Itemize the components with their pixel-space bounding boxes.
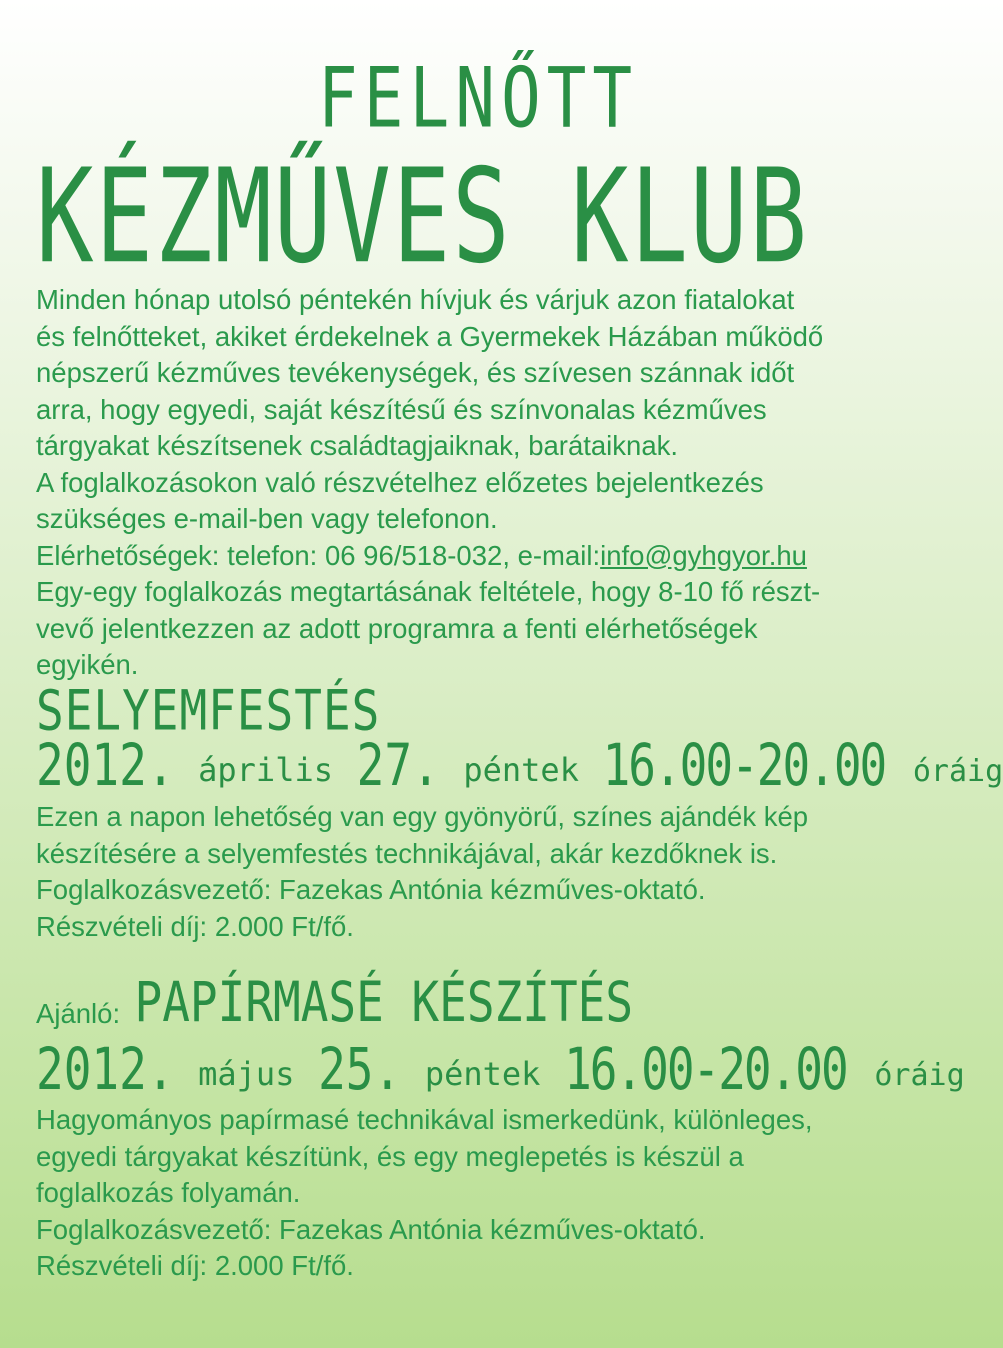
event2-desc-line: Foglalkozásvezető: Fazekas Antónia kézműves-oktató. [36,1213,706,1245]
event1-desc-line: Részvételi díj: 2.000 Ft/fő. [36,910,354,942]
contact-prefix: Elérhetőségek: telefon: 06 96/518-032, e-mail: [36,539,601,571]
title-kezmuves-klub: KÉZMŰVES KLUB [36,140,809,293]
event2-weekday: péntek [424,1055,541,1093]
event1-desc-line: Ezen a napon lehetőség van egy gyönyörű, színes ajándék kép [36,801,809,832]
event1-weekday: péntek [463,751,579,789]
event2-year: 2012. [36,1035,175,1103]
intro-line: arra, hogy egyedi, saját készítésű és színvonalas kézműves [36,393,767,425]
recommend-label: Ajánló: [36,998,121,1029]
event2-description [36,1102,956,1285]
condition-line: Egy-egy foglalkozás megtartásának feltétele, hogy 8-10 fő részt- [36,576,821,607]
event1-day: 27. [356,731,440,799]
email-link[interactable]: info@gyhgyor.hu [600,539,807,571]
event2-day: 25. [318,1035,402,1103]
event2-desc-line: Részvételi díj: 2.000 Ft/fő. [36,1250,354,1281]
event1-desc-line: készítésére a selyemfestés technikájával, akár kezdőknek is. [36,837,778,869]
event2-until: óráig [874,1058,965,1093]
event2-desc-line: egyedi tárgyakat készítünk, és egy meglepetés is készül a [36,1140,744,1172]
event1-month: április [198,751,333,789]
event1-until: óráig [912,754,1003,789]
intro-line: tárgyakat készítsenek családtagjaiknak, barátaiknak. [36,430,679,461]
intro-line: népszerű kézműves tevékenységek, és szívesen szánnak időt [36,357,795,388]
intro-line: Minden hónap utolsó péntekén hívjuk és várjuk azon fiatalokat [36,284,795,315]
event2-desc-line: Hagyományos papírmasé technikával ismerkedünk, különleges, [36,1104,813,1135]
event1-time: 16.00-20.00 [602,731,886,799]
contact-line [36,538,956,575]
condition-line: egyikén. [36,649,139,680]
event2-time: 16.00-20.00 [564,1035,847,1103]
event2-desc-line: foglalkozás folyamán. [36,1177,301,1208]
event1-title: SELYEMFESTÉS [36,678,381,743]
intro-line: szükséges e-mail-ben vagy telefonon. [36,503,498,534]
event2-month: május [198,1055,295,1093]
event1-year: 2012. [36,731,175,799]
event1-date [36,731,1003,799]
event1-description [36,799,956,945]
title-felnott: FELNŐTT [318,50,639,147]
event2-title: PAPÍRMASÉ KÉSZÍTÉS [134,969,634,1034]
intro-line: és felnőtteket, akiket érdekelnek a Gyermekek Házában működő [36,320,824,352]
intro-line: A foglalkozásokon való részvételhez előzetes bejelentkezés [36,466,764,498]
intro-paragraph [36,282,956,684]
event2-date [36,1035,965,1103]
event2-heading-row [36,969,634,1034]
event1-desc-line: Foglalkozásvezető: Fazekas Antónia kézműves-oktató. [36,874,706,905]
condition-line: vevő jelentkezzen az adott programra a fenti elérhetőségek [36,612,758,644]
